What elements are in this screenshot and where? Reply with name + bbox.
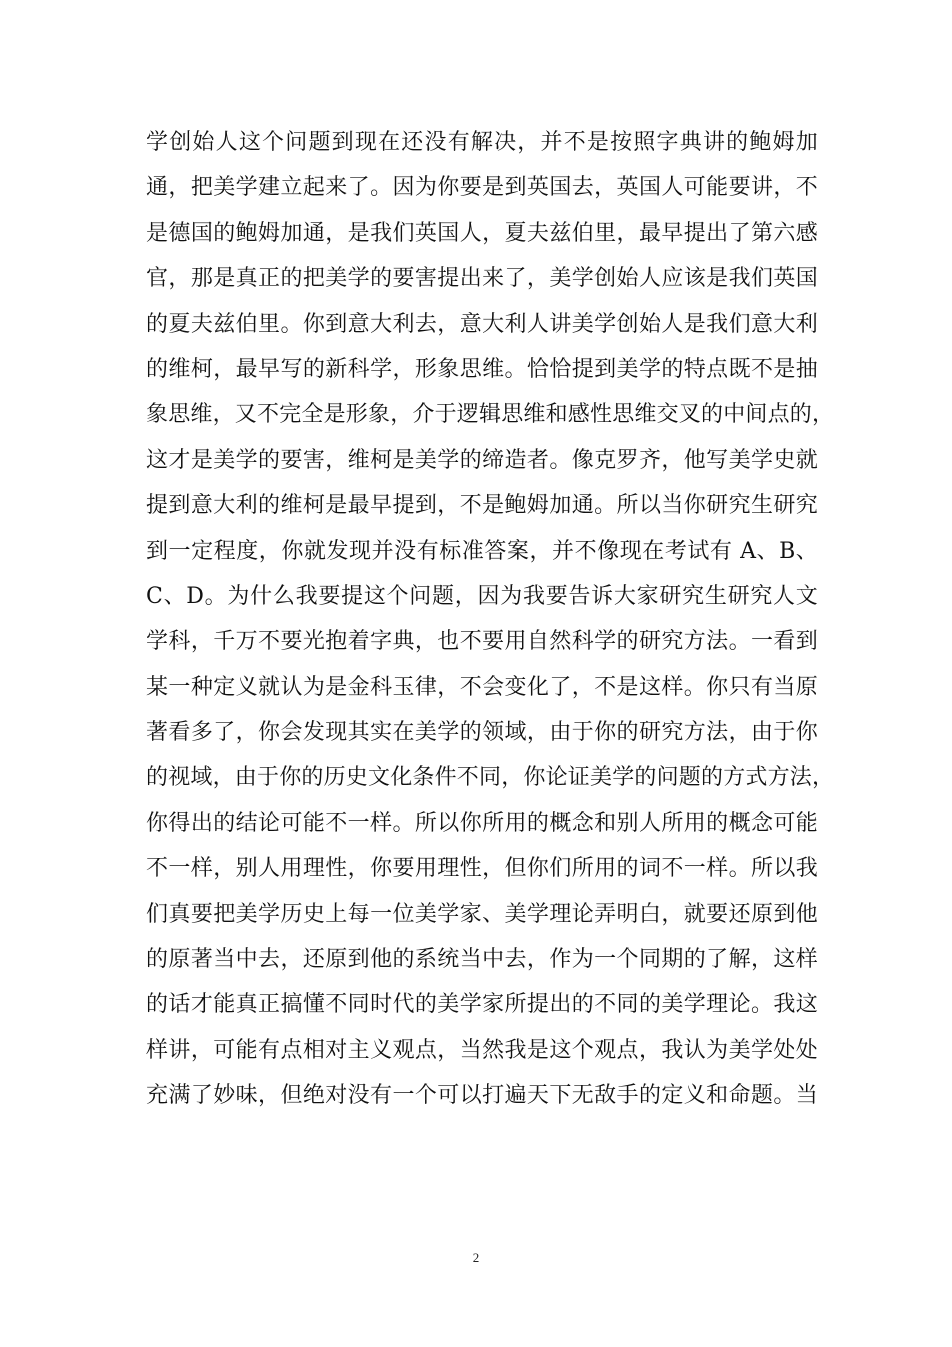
text-line: 提到意大利的维柯是最早提到，不是鲍姆加通。所以当你研究生研究 xyxy=(146,493,818,519)
page-number: 2 xyxy=(472,1250,480,1265)
text-line: 这才是美学的要害，维柯是美学的缔造者。像克罗齐，他写美学史就 xyxy=(146,447,818,473)
text-line: 某一种定义就认为是金科玉律，不会变化了，不是这样。你只有当原 xyxy=(146,674,818,700)
text-line: 的原著当中去，还原到他的系统当中去，作为一个同期的了解，这样 xyxy=(146,947,818,973)
text-line: 学创始人这个问题到现在还没有解决，并不是按照字典讲的鲍姆加 xyxy=(146,130,818,155)
text-line: 象思维，又不完全是形象，介于逻辑思维和感性思维交叉的中间点的， xyxy=(146,402,835,428)
text-line: 著看多了，你会发现其实在美学的领域，由于你的研究方法，由于你 xyxy=(146,720,818,746)
text-line: 通，把美学建立起来了。因为你要是到英国去，英国人可能要讲，不 xyxy=(146,175,818,201)
text-line: 是德国的鲍姆加通，是我们英国人，夏夫兹伯里，最早提出了第六感 xyxy=(146,220,818,246)
text-line: 学科，千万不要光抱着字典，也不要用自然科学的研究方法。一看到 xyxy=(146,629,818,655)
text-line: 充满了妙味，但绝对没有一个可以打遍天下无敌手的定义和命题。当 xyxy=(146,1083,818,1109)
text-line: 到一定程度，你就发现并没有标准答案，并不像现在考试有 A、B、 xyxy=(146,538,818,564)
text-line: 们真要把美学历史上每一位美学家、美学理论弄明白，就要还原到他 xyxy=(146,901,818,927)
body-text xyxy=(146,120,835,1119)
text-line: 你得出的结论可能不一样。所以你所用的概念和别人所用的概念可能 xyxy=(146,810,818,836)
text-line: 官，那是真正的把美学的要害提出来了，美学创始人应该是我们英国 xyxy=(146,266,818,292)
text-line: 的维柯，最早写的新科学，形象思维。恰恰提到美学的特点既不是抽 xyxy=(146,356,818,382)
text-line: 的话才能真正搞懂不同时代的美学家所提出的不同的美学理论。我这 xyxy=(146,992,818,1018)
text-line: 的视域，由于你的历史文化条件不同，你论证美学的问题的方式方法， xyxy=(146,765,835,791)
text-line: 样讲，可能有点相对主义观点，当然我是这个观点，我认为美学处处 xyxy=(146,1037,818,1063)
text-line: 的夏夫兹伯里。你到意大利去，意大利人讲美学创始人是我们意大利 xyxy=(146,311,818,337)
text-line: C、D。为什么我要提这个问题，因为我要告诉大家研究生研究人文 xyxy=(146,583,818,609)
text-line: 不一样，别人用理性，你要用理性，但你们所用的词不一样。所以我 xyxy=(146,856,818,882)
